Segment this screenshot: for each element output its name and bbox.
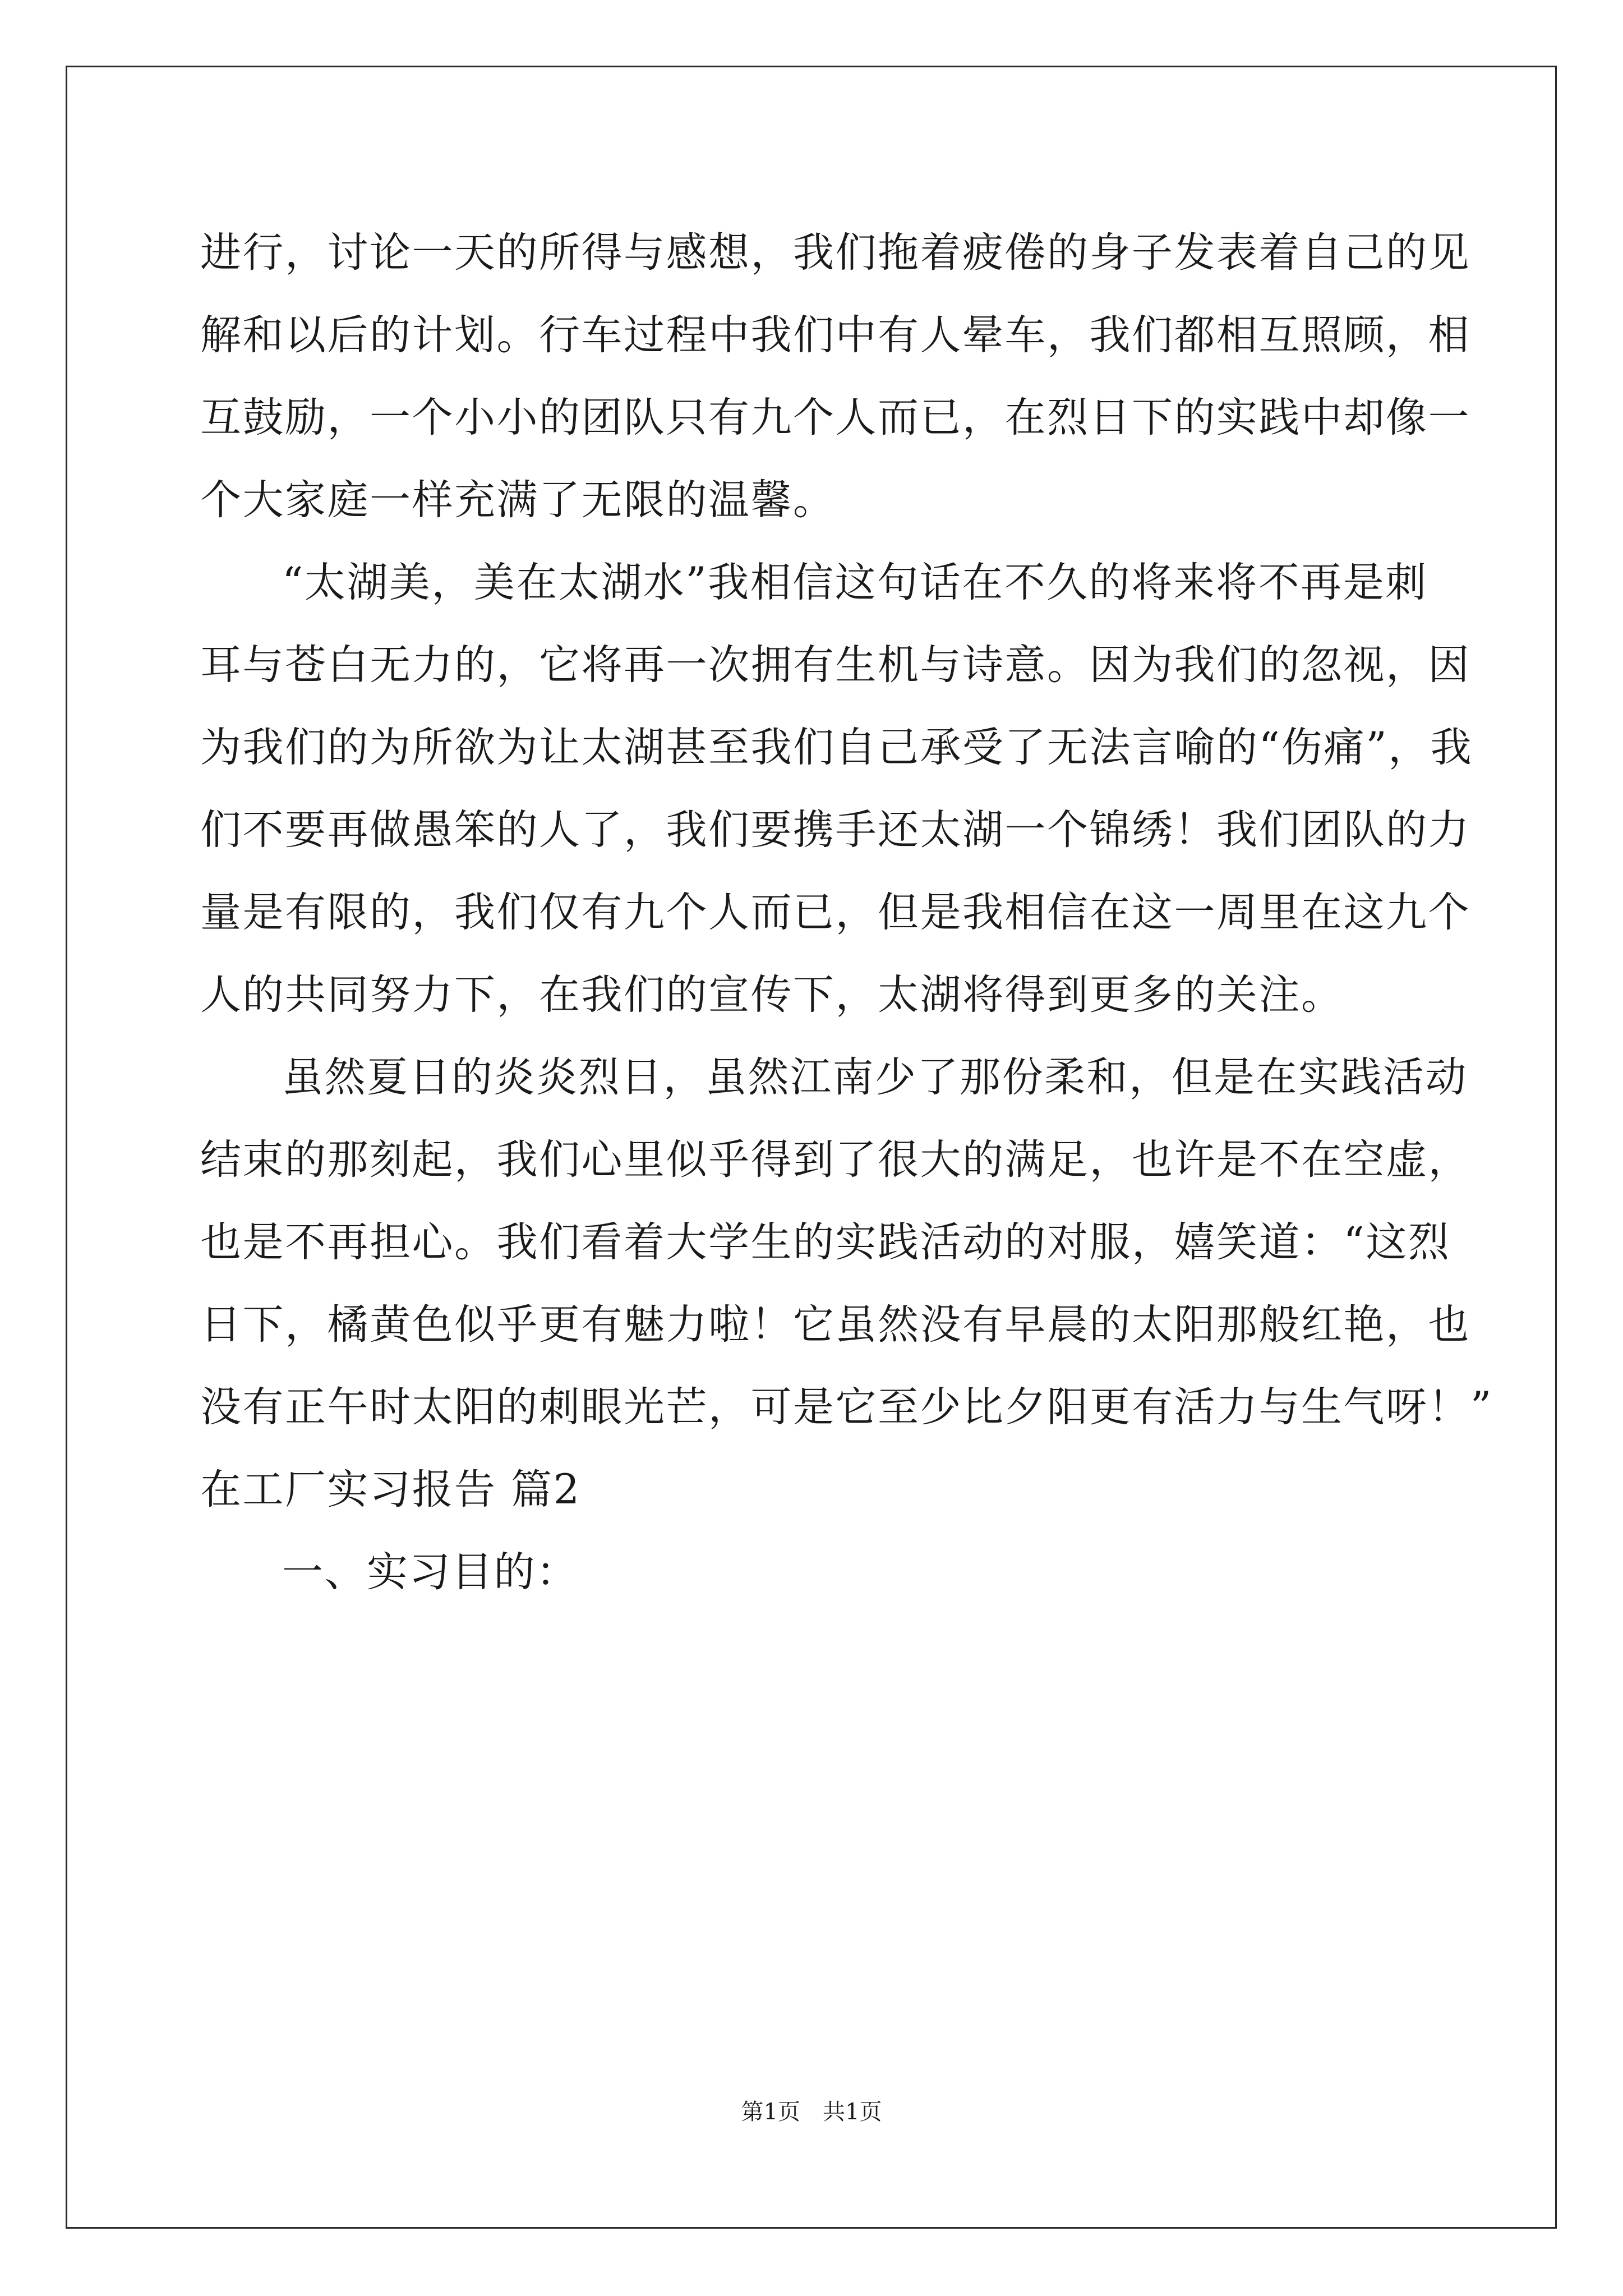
- text-line: 没有正午时太阳的刺眼光芒，可是它至少比夕阳更有活力与生气呀！”: [200, 1383, 1493, 1431]
- text-line: 进行，讨论一天的所得与感想，我们拖着疲倦的身子发表着自己的见: [200, 229, 1470, 277]
- text-line: “太湖美，美在太湖水”我相信这句话在不久的将来将不再是刺: [282, 559, 1428, 606]
- text-line: 为我们的为所欲为让太湖甚至我们自己承受了无法言喻的“伤痛”，我: [200, 724, 1473, 771]
- page-number: 第1页: [741, 2099, 800, 2125]
- page-footer: [0, 2095, 1623, 2129]
- text-line: 也是不再担心。我们看着大学生的实践活动的对服，嬉笑道：“这烈: [200, 1218, 1451, 1266]
- text-line: 人的共同努力下，在我们的宣传下，太湖将得到更多的关注。: [200, 971, 1344, 1019]
- total-pages: 共1页: [823, 2099, 882, 2125]
- text-line: 结束的那刻起，我们心里似乎得到了很大的满足，也许是不在空虚，: [200, 1136, 1470, 1184]
- text-line: 在工厂实习报告 篇2: [200, 1466, 581, 1513]
- text-line: 个大家庭一样充满了无限的温馨。: [200, 476, 836, 524]
- document-body: [200, 211, 1493, 1613]
- text-line: 量是有限的，我们仅有九个人而已，但是我相信在这一周里在这九个: [200, 889, 1470, 936]
- text-line: 耳与苍白无力的，它将再一次拥有生机与诗意。因为我们的忽视，因: [200, 641, 1470, 689]
- text-line: 解和以后的计划。行车过程中我们中有人晕车，我们都相互照顾，相: [200, 311, 1470, 359]
- text-line: 虽然夏日的炎炎烈日，虽然江南少了那份柔和，但是在实践活动: [282, 1053, 1468, 1101]
- text-line: 们不要再做愚笨的人了，我们要携手还太湖一个锦绣！我们团队的力: [200, 806, 1470, 854]
- text-line: 日下，橘黄色似乎更有魅力啦！它虽然没有早晨的太阳那般红艳，也: [200, 1301, 1470, 1349]
- text-line: 互鼓励，一个小小的团队只有九个人而已，在烈日下的实践中却像一: [200, 394, 1470, 441]
- text-line: 一、实习目的：: [282, 1548, 579, 1596]
